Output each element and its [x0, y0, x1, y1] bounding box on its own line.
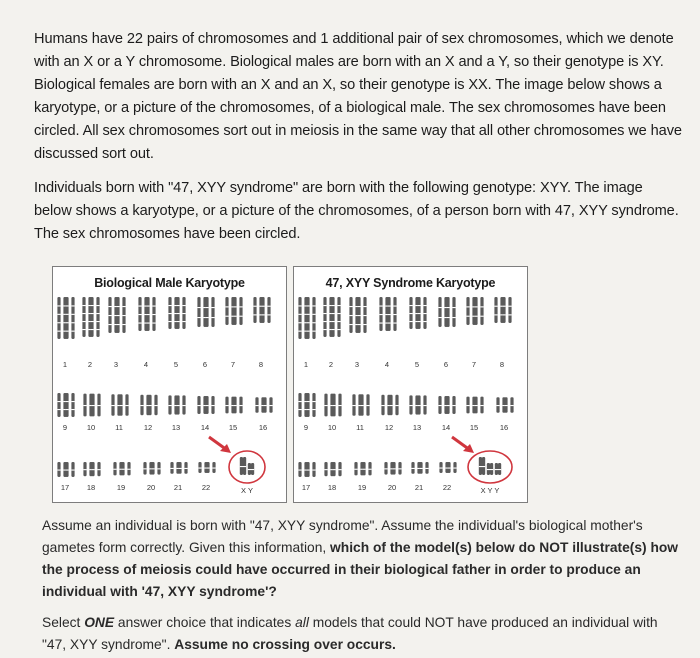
instruction-rest: models that could NOT have produced an individual with "47, XYY syndrome".	[42, 615, 658, 652]
chromosome-icon	[338, 394, 341, 417]
chromosome-icon	[168, 297, 171, 329]
chromosome-icon	[152, 297, 155, 331]
chromosome-icon	[143, 462, 146, 475]
chromosome-icon	[494, 297, 497, 323]
chromosome-number-label: 20	[387, 483, 397, 492]
chromosome-icon	[239, 397, 242, 414]
chromosome-icon	[108, 297, 111, 333]
chromosome-icon	[479, 457, 482, 475]
chromosome-number-label: 7	[471, 360, 477, 369]
chromosome-icon	[119, 394, 122, 416]
chromosome-number-label: 8	[499, 360, 505, 369]
chromosome-icon	[122, 297, 125, 333]
chromosome-icon	[389, 395, 392, 415]
chromosome-icon	[398, 462, 401, 475]
chromosome-icon	[83, 462, 86, 476]
chromosome-icon	[57, 297, 60, 339]
intro-paragraph-1: Humans have 22 pairs of chromosomes and 1 additional pair of sex chromosomes, which we denote with an X or a Y chromosome. Biological males are born with an X and a Y, so their genotype is XY. Biological females are born with an X and an X, so their genotype is XX. The image below shows a karyotype, or a picture of the chromosomes, of a biological male. The sex chromosomes have been circled. All sex chromosomes sort out in meiosis in the same way that all other chromosomes we have discussed sort out.	[34, 31, 682, 162]
chromosome-icon	[111, 394, 114, 416]
chromosome-icon	[324, 462, 327, 476]
chromosome-number-label: 4	[384, 360, 390, 369]
chromosome-number-label: 13	[171, 423, 181, 432]
chromosome-number-label: 16	[258, 423, 268, 432]
chromosome-icon	[498, 463, 501, 475]
chromosome-icon	[381, 395, 384, 415]
chromosome-number-label: 15	[228, 423, 238, 432]
chromosome-icon	[197, 396, 200, 414]
chromosome-icon	[298, 297, 301, 339]
chromosome-icon	[393, 297, 396, 331]
chromosome-icon	[157, 462, 160, 475]
chromosome-number-label: 22	[201, 483, 211, 492]
chromosome-icon	[97, 462, 100, 476]
chromosome-icon	[368, 462, 371, 475]
chromosome-icon	[366, 394, 369, 416]
chromosome-icon	[496, 397, 499, 413]
instruction-paragraph	[42, 612, 682, 656]
chromosome-icon	[423, 297, 426, 329]
chromosome-icon	[298, 462, 301, 477]
chromosome-icon	[253, 297, 256, 323]
chromosome-number-label: 20	[146, 483, 156, 492]
chromosome-icon	[146, 297, 149, 331]
chromosome-icon	[148, 395, 151, 415]
chromosome-number-label: 5	[414, 360, 420, 369]
chromosome-icon	[447, 462, 450, 473]
chromosome-icon	[411, 462, 414, 474]
question-emphasis: which of the model(s) below do NOT illustrate(s) how the process of meiosis could have occurred in their biological father in order to produce an individual with '47, XYY syndrome'?	[42, 540, 679, 599]
chromosome-icon	[446, 396, 449, 414]
chromosome-icon	[243, 457, 246, 475]
chromosome-number-label: 13	[412, 423, 422, 432]
chromosome-icon	[338, 462, 341, 476]
chromosome-icon	[212, 462, 215, 473]
chromosome-icon	[168, 395, 171, 414]
chromosome-icon	[466, 397, 469, 414]
chromosome-icon	[384, 462, 387, 475]
chromosome-number-label: 17	[60, 483, 70, 492]
chromosome-icon	[392, 462, 395, 475]
chromosome-icon	[83, 394, 86, 417]
chromosome-number-label: 9	[62, 423, 68, 432]
chromosome-icon	[255, 397, 258, 413]
chromosome-icon	[357, 297, 360, 333]
male-karyotype-chromosomes	[53, 267, 286, 502]
chromosome-number-label: 2	[87, 360, 93, 369]
chromosome-number-label: 1	[303, 360, 309, 369]
chromosome-icon	[298, 393, 301, 417]
chromosome-icon	[331, 297, 334, 337]
chromosome-number-label: 1	[62, 360, 68, 369]
chromosome-icon	[423, 395, 426, 414]
chromosome-icon	[487, 463, 490, 475]
chromosome-icon	[510, 397, 513, 413]
chromosome-number-label: 21	[173, 483, 183, 492]
chromosome-icon	[65, 297, 68, 339]
chromosome-icon	[178, 462, 181, 474]
chromosome-icon	[306, 462, 309, 477]
chromosome-icon	[438, 396, 441, 414]
chromosome-number-label: 15	[469, 423, 479, 432]
question-lead: Assume an individual is born with "47, XYY syndrome". Assume the individual's biological mother's gametes form correctly. Given this information,	[42, 518, 643, 555]
chromosome-icon	[504, 397, 507, 413]
chromosome-icon	[439, 462, 442, 473]
chromosome-number-label: 7	[230, 360, 236, 369]
chromosome-icon	[312, 462, 315, 477]
chromosome-number-label: 8	[258, 360, 264, 369]
chromosome-icon	[324, 394, 327, 417]
chromosome-icon	[91, 394, 94, 417]
sex-chromosome-label: X Y	[241, 486, 253, 495]
chromosome-number-label: 11	[115, 423, 123, 432]
chromosome-number-label: 5	[173, 360, 179, 369]
chromosome-number-label: 4	[143, 360, 149, 369]
chromosome-icon	[211, 396, 214, 414]
chromosome-icon	[417, 395, 420, 414]
chromosome-number-label: 12	[143, 423, 153, 432]
chromosome-icon	[495, 463, 498, 475]
chromosome-number-label: 10	[327, 423, 337, 432]
xyy-karyotype-chromosomes	[294, 267, 527, 502]
chromosome-icon	[206, 462, 209, 473]
chromosome-icon	[349, 297, 352, 333]
chromosome-icon	[409, 297, 412, 329]
chromosome-number-label: 14	[441, 423, 451, 432]
arrow-icon	[209, 437, 231, 453]
chromosome-icon	[452, 297, 455, 327]
chromosome-icon	[96, 297, 99, 337]
chromosome-icon	[362, 462, 365, 475]
chromosome-icon	[474, 397, 477, 414]
chromosome-icon	[151, 462, 154, 475]
chromosome-icon	[57, 462, 60, 477]
xyy-karyotype-figure	[293, 266, 528, 503]
xyy-karyotype-title: 47, XYY Syndrome Karyotype	[325, 276, 496, 290]
chromosome-icon	[354, 462, 357, 475]
chromosome-icon	[182, 297, 185, 329]
chromosome-icon	[306, 297, 309, 339]
sex-chromosome-label: X Y Y	[480, 486, 500, 495]
chromosome-icon	[127, 462, 130, 475]
chromosome-icon	[480, 297, 483, 325]
chromosome-icon	[71, 297, 74, 339]
instruction-assumption: Assume no crossing over occurs.	[174, 637, 396, 652]
chromosome-icon	[474, 297, 477, 325]
chromosome-icon	[323, 297, 326, 337]
chromosome-icon	[480, 397, 483, 414]
chromosome-icon	[239, 297, 242, 325]
chromosome-icon	[170, 462, 173, 474]
chromosome-number-label: 17	[301, 483, 311, 492]
chromosome-icon	[233, 297, 236, 325]
chromosome-icon	[363, 297, 366, 333]
chromosome-icon	[184, 462, 187, 474]
chromosome-icon	[91, 462, 94, 476]
chromosome-icon	[395, 395, 398, 415]
chromosome-number-label: 19	[116, 483, 126, 492]
chromosome-icon	[312, 393, 315, 417]
intro-paragraph-2: Individuals born with "47, XYY syndrome" are born with the following genotype: XYY. The image below shows a karyotype, or a picture of the chromosomes, of a person born with 47, XYY syndrome. The sex chromosomes have been circled.	[34, 180, 679, 242]
instruction-select: Select	[42, 615, 85, 630]
chromosome-icon	[438, 297, 441, 327]
chromosome-icon	[225, 297, 228, 325]
chromosome-icon	[57, 393, 60, 417]
chromosome-icon	[121, 462, 124, 475]
chromosome-icon	[261, 297, 264, 323]
chromosome-icon	[65, 393, 68, 417]
chromosome-number-label: 9	[303, 423, 309, 432]
chromosome-icon	[138, 297, 141, 331]
chromosome-icon	[360, 394, 363, 416]
chromosome-icon	[312, 297, 315, 339]
chromosome-number-label: 18	[327, 483, 337, 492]
chromosome-icon	[502, 297, 505, 323]
instruction-one: ONE	[84, 615, 115, 630]
chromosome-icon	[176, 395, 179, 414]
male-karyotype-figure	[52, 266, 287, 503]
chromosome-number-label: 21	[414, 483, 424, 492]
chromosome-icon	[140, 395, 143, 415]
chromosome-icon	[306, 393, 309, 417]
question-paragraph	[42, 515, 682, 603]
male-karyotype-title: Biological Male Karyotype	[94, 276, 245, 290]
chromosome-icon	[379, 297, 382, 331]
chromosome-number-label: 3	[113, 360, 119, 369]
chromosome-icon	[332, 462, 335, 476]
chromosome-icon	[71, 462, 74, 477]
chromosome-icon	[82, 297, 85, 337]
chromosome-icon	[453, 462, 456, 473]
sex-chromosome-circle	[229, 451, 265, 483]
arrow-icon	[452, 437, 474, 453]
chromosome-icon	[205, 297, 208, 327]
chromosome-icon	[211, 297, 214, 327]
chromosome-icon	[176, 297, 179, 329]
chromosome-icon	[263, 397, 266, 413]
chromosome-icon	[466, 297, 469, 325]
chromosome-number-label: 14	[200, 423, 210, 432]
instruction-mid: answer choice that indicates	[114, 615, 296, 630]
chromosome-icon	[352, 394, 355, 416]
chromosome-icon	[332, 394, 335, 417]
chromosome-number-label: 16	[499, 423, 509, 432]
chromosome-icon	[425, 462, 428, 474]
chromosome-icon	[446, 297, 449, 327]
chromosome-icon	[387, 297, 390, 331]
chromosome-icon	[240, 457, 243, 475]
chromosome-icon	[482, 457, 485, 475]
chromosome-icon	[417, 297, 420, 329]
chromosome-icon	[71, 393, 74, 417]
chromosome-icon	[205, 396, 208, 414]
chromosome-number-label: 22	[442, 483, 452, 492]
chromosome-number-label: 6	[443, 360, 449, 369]
chromosome-icon	[90, 297, 93, 337]
chromosome-icon	[248, 463, 251, 475]
chromosome-icon	[225, 397, 228, 414]
instruction-all: all	[295, 615, 309, 630]
chromosome-icon	[267, 297, 270, 323]
chromosome-icon	[419, 462, 422, 474]
chromosome-icon	[65, 462, 68, 477]
chromosome-icon	[182, 395, 185, 414]
chromosome-icon	[198, 462, 201, 473]
chromosome-number-label: 6	[202, 360, 208, 369]
chromosome-icon	[452, 396, 455, 414]
chromosome-number-label: 12	[384, 423, 394, 432]
chromosome-icon	[97, 394, 100, 417]
chromosome-icon	[233, 397, 236, 414]
chromosome-number-label: 19	[357, 483, 367, 492]
chromosome-number-label: 10	[86, 423, 96, 432]
chromosome-icon	[116, 297, 119, 333]
chromosome-icon	[337, 297, 340, 337]
chromosome-number-label: 2	[328, 360, 334, 369]
chromosome-icon	[125, 394, 128, 416]
chromosome-number-label: 11	[356, 423, 364, 432]
chromosome-icon	[409, 395, 412, 414]
chromosome-icon	[113, 462, 116, 475]
chromosome-icon	[251, 463, 254, 475]
chromosome-icon	[269, 397, 272, 413]
chromosome-icon	[197, 297, 200, 327]
chromosome-number-label: 18	[86, 483, 96, 492]
chromosome-icon	[508, 297, 511, 323]
chromosome-number-label: 3	[354, 360, 360, 369]
chromosome-icon	[154, 395, 157, 415]
chromosome-icon	[490, 463, 493, 475]
